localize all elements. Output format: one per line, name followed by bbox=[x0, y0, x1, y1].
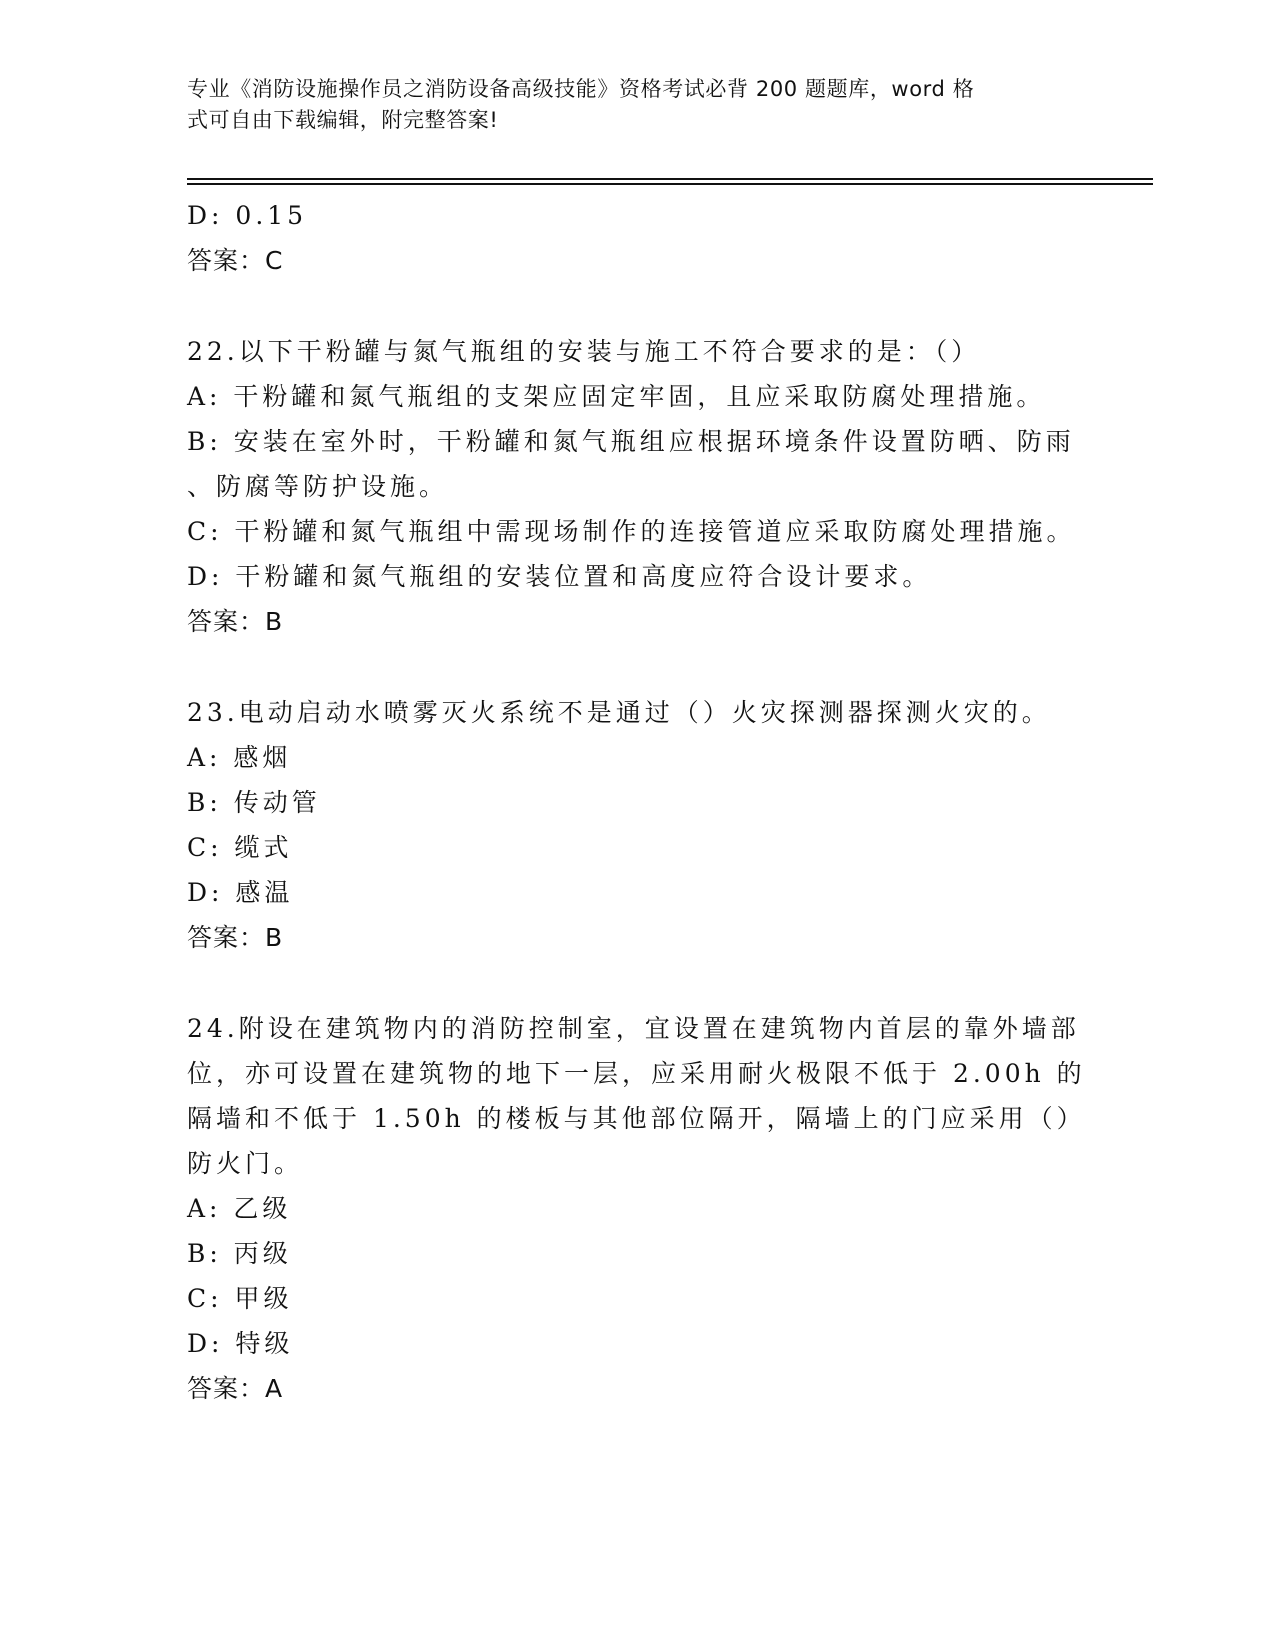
question-block bbox=[187, 690, 1087, 960]
option-line: 、防腐等防护设施。 bbox=[187, 472, 449, 501]
option-line: A: 干粉罐和氮气瓶组的支架应固定牢固，且应采取防腐处理措施。 bbox=[187, 382, 1046, 411]
option-line: B: 丙级 bbox=[187, 1239, 292, 1268]
answer-line: 答案：C bbox=[187, 246, 284, 275]
question-stem-line: 隔墙和不低于 1.50h 的楼板与其他部位隔开，隔墙上的门应采用（） bbox=[187, 1104, 1086, 1133]
header-divider-top bbox=[187, 178, 1153, 180]
previous-question-tail bbox=[187, 193, 1087, 283]
option-line: D: 特级 bbox=[187, 1329, 294, 1358]
header-line-2: 式可自由下载编辑，附完整答案! bbox=[187, 108, 499, 132]
question-stem-line: 23.电动启动水喷雾灭火系统不是通过（）火灾探测器探测火灾的。 bbox=[187, 698, 1051, 727]
question-stem-line: 位，亦可设置在建筑物的地下一层，应采用耐火极限不低于 2.00h 的 bbox=[187, 1059, 1086, 1088]
answer-line: 答案：A bbox=[187, 1374, 284, 1403]
option-line: D: 感温 bbox=[187, 878, 294, 907]
question-spacer bbox=[187, 644, 1087, 690]
question-spacer bbox=[187, 960, 1087, 1006]
answer-line: 答案：B bbox=[187, 923, 284, 952]
option-line: C: 干粉罐和氮气瓶组中需现场制作的连接管道应采取防腐处理措施。 bbox=[187, 517, 1076, 546]
option-line: C: 缆式 bbox=[187, 833, 293, 862]
option-line: A: 感烟 bbox=[187, 743, 292, 772]
option-d: D: 0.15 bbox=[187, 201, 308, 230]
question-block bbox=[187, 329, 1087, 644]
option-line: B: 安装在室外时，干粉罐和氮气瓶组应根据环境条件设置防晒、防雨 bbox=[187, 427, 1075, 456]
header-line-1: 专业《消防设施操作员之消防设备高级技能》资格考试必背 200 题题库，word 格 bbox=[187, 77, 975, 101]
question-block bbox=[187, 1006, 1087, 1411]
question-stem-line: 24.附设在建筑物内的消防控制室，宜设置在建筑物内首层的靠外墙部 bbox=[187, 1014, 1080, 1043]
question-list bbox=[187, 283, 1087, 1411]
question-spacer bbox=[187, 283, 1087, 329]
option-line: A: 乙级 bbox=[187, 1194, 292, 1223]
question-stem-line: 防火门。 bbox=[187, 1149, 304, 1178]
question-stem-line: 22.以下干粉罐与氮气瓶组的安装与施工不符合要求的是：（） bbox=[187, 337, 981, 366]
answer-line: 答案：B bbox=[187, 607, 284, 636]
document-header bbox=[187, 74, 1067, 136]
header-divider-bottom bbox=[187, 183, 1153, 185]
document-body bbox=[187, 193, 1087, 1411]
option-line: C: 甲级 bbox=[187, 1284, 293, 1313]
option-line: B: 传动管 bbox=[187, 788, 321, 817]
option-line: D: 干粉罐和氮气瓶组的安装位置和高度应符合设计要求。 bbox=[187, 562, 932, 591]
